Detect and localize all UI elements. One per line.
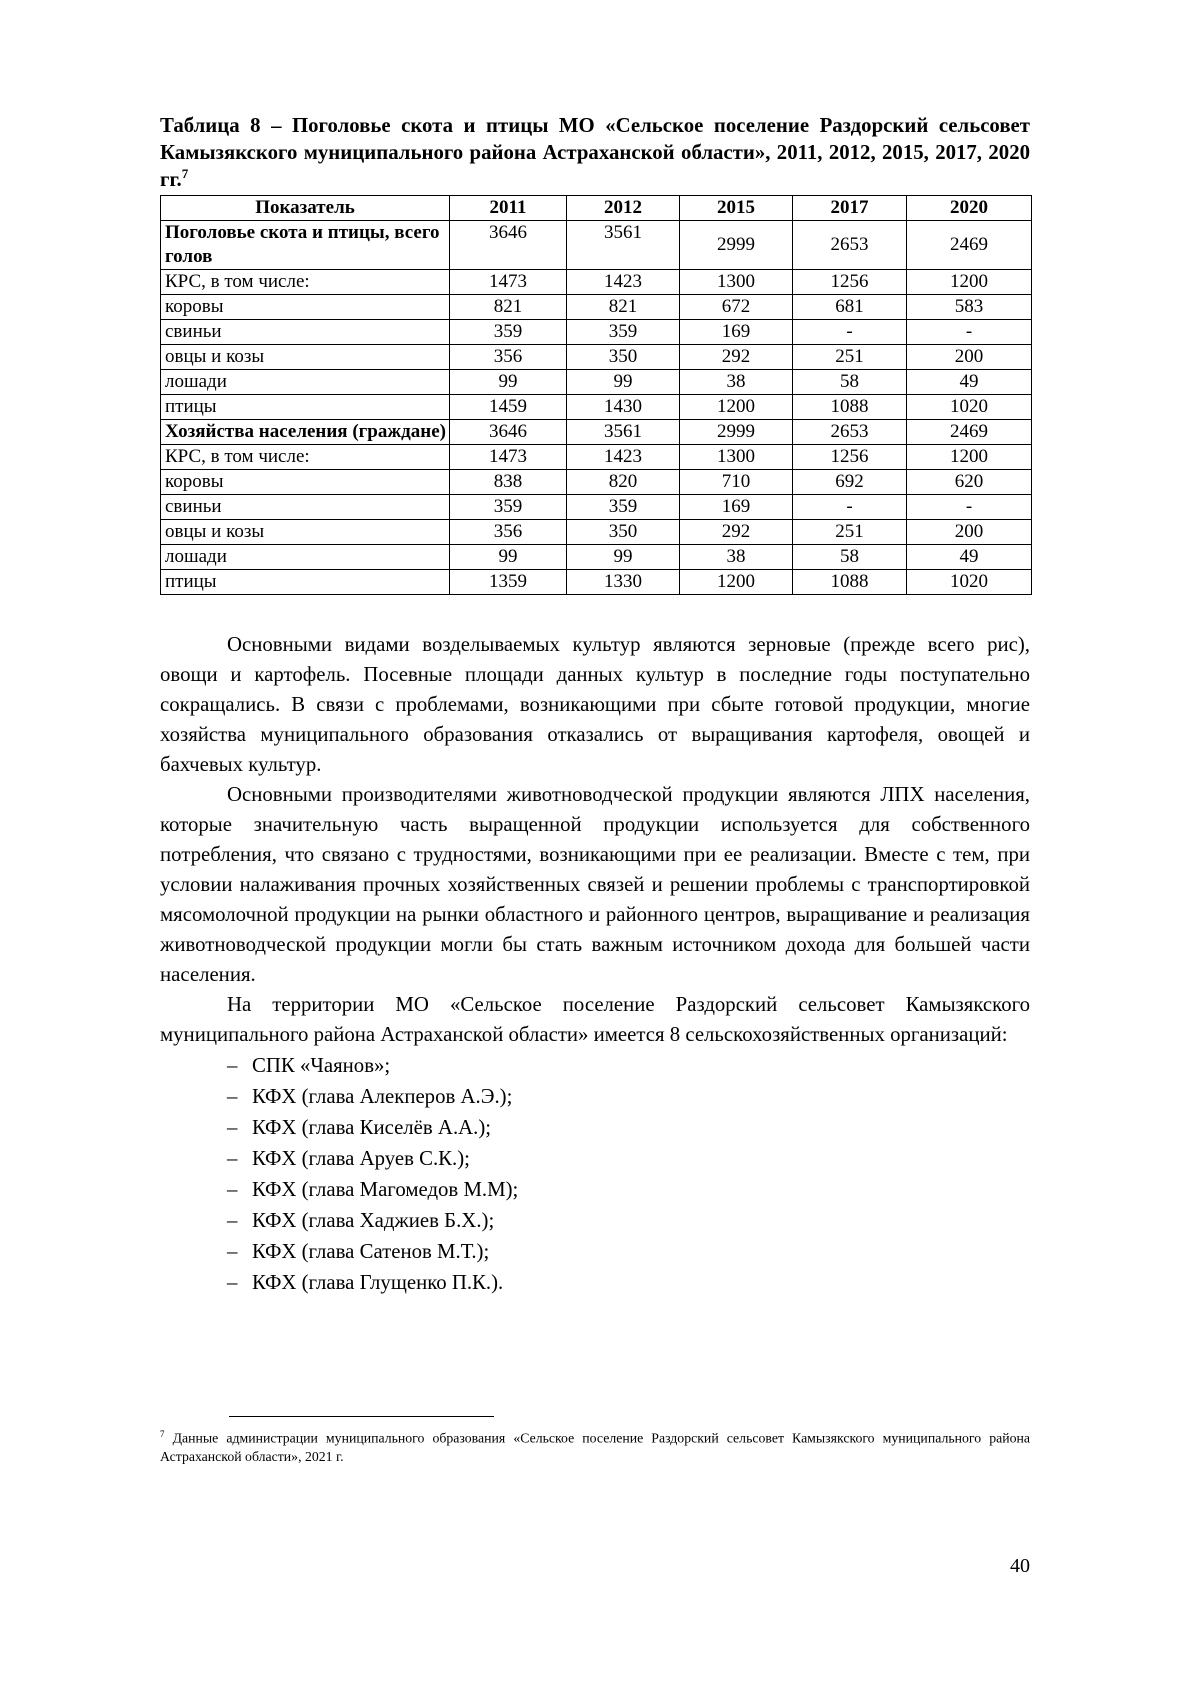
cell-2017: 2653 xyxy=(793,420,907,445)
row-label: овцы и козы xyxy=(161,345,450,370)
cell-2017: 692 xyxy=(793,470,907,495)
list-item xyxy=(227,1267,1030,1298)
cell-2020: 2469 xyxy=(907,221,1032,270)
row-label: коровы xyxy=(161,470,450,495)
cell-2020: 200 xyxy=(907,520,1032,545)
cell-2015: 1200 xyxy=(680,570,793,595)
cell-2017: 1256 xyxy=(793,270,907,295)
cell-2011: 821 xyxy=(450,295,567,320)
row-label: свиньи xyxy=(161,320,450,345)
paragraph-livestock: Основными производителями животноводческой продукции являются ЛПХ населения, которые значительную часть выращенной продукции используется для собственного потребления, что связано с трудностями, возникающими при ее реализации. Вместе с тем, при условии налаживания прочных хозяйственных связей и решении проблемы с транспортировкой мясомолочной продукции на рынки областного и районного центров, выращивание и реализация животноводческой продукции могли бы стать важным источником дохода для большей части населения. xyxy=(160,783,1030,986)
cell-2012: 350 xyxy=(567,345,680,370)
header-2020: 2020 xyxy=(907,196,1032,221)
cell-2017: 681 xyxy=(793,295,907,320)
cell-2012: 359 xyxy=(567,320,680,345)
table-row xyxy=(161,295,1032,320)
list-dash: – xyxy=(227,1085,238,1108)
list-dash: – xyxy=(227,1271,238,1294)
cell-2011: 99 xyxy=(450,370,567,395)
table-row xyxy=(161,345,1032,370)
list-item xyxy=(227,1174,1030,1205)
cell-2015: 672 xyxy=(680,295,793,320)
cell-2015: 1200 xyxy=(680,395,793,420)
header-2012: 2012 xyxy=(567,196,680,221)
table-row xyxy=(161,445,1032,470)
cell-2011: 838 xyxy=(450,470,567,495)
cell-2015: 169 xyxy=(680,320,793,345)
table-row xyxy=(161,495,1032,520)
header-indicator: Показатель xyxy=(161,196,450,221)
cell-2015: 292 xyxy=(680,520,793,545)
page-number: 40 xyxy=(1010,1555,1030,1577)
cell-2017: 58 xyxy=(793,370,907,395)
cell-2012: 1430 xyxy=(567,395,680,420)
cell-2017: - xyxy=(793,495,907,520)
cell-2015: 710 xyxy=(680,470,793,495)
cell-2015: 169 xyxy=(680,495,793,520)
list-item xyxy=(227,1143,1030,1174)
cell-2011: 359 xyxy=(450,320,567,345)
cell-2015: 292 xyxy=(680,345,793,370)
cell-2015: 1300 xyxy=(680,270,793,295)
footnote-divider xyxy=(229,1416,494,1417)
cell-2015: 38 xyxy=(680,370,793,395)
organization-name: КФХ (глава Сатенов М.Т.); xyxy=(252,1240,490,1263)
organization-name: КФХ (глава Алекперов А.Э.); xyxy=(252,1085,513,1108)
cell-2012: 821 xyxy=(567,295,680,320)
cell-2020: 583 xyxy=(907,295,1032,320)
cell-2020: 2469 xyxy=(907,420,1032,445)
table-row xyxy=(161,395,1032,420)
cell-2017: 1088 xyxy=(793,395,907,420)
table-row xyxy=(161,545,1032,570)
list-dash: – xyxy=(227,1209,238,1232)
cell-2020: 49 xyxy=(907,370,1032,395)
table-header-row xyxy=(161,196,1032,221)
cell-2012: 1423 xyxy=(567,270,680,295)
list-item xyxy=(227,1236,1030,1267)
row-label: птицы xyxy=(161,395,450,420)
row-label: лошади xyxy=(161,370,450,395)
cell-2012: 99 xyxy=(567,370,680,395)
body-text xyxy=(160,630,1030,1298)
caption-text: Таблица 8 – Поголовье скота и птицы МО «Сельское поселение Раздорский сельсовет Камызякского муниципального района Астраханской области», 2011, 2012, 2015, 2017, 2020 гг. xyxy=(160,114,1030,191)
table-row xyxy=(161,270,1032,295)
cell-2015: 38 xyxy=(680,545,793,570)
cell-2015: 2999 xyxy=(680,420,793,445)
table-row xyxy=(161,520,1032,545)
cell-2017: - xyxy=(793,320,907,345)
paragraph-crops: Основными видами возделываемых культур являются зерновые (прежде всего рис), овощи и картофель. Посевные площади данных культур в последние годы поступательно сокращались. В связи с проблемами, возникающими при сбыте готовой продукции, многие хозяйства муниципального образования отказались от выращивания картофеля, овощей и бахчевых культур. xyxy=(160,633,1030,776)
table-row xyxy=(161,320,1032,345)
cell-2011: 3646 xyxy=(450,221,567,270)
cell-2012: 359 xyxy=(567,495,680,520)
cell-2020: 1020 xyxy=(907,570,1032,595)
cell-2012: 820 xyxy=(567,470,680,495)
cell-2017: 1088 xyxy=(793,570,907,595)
list-dash: – xyxy=(227,1054,238,1077)
livestock-table xyxy=(160,195,1032,595)
cell-2011: 1473 xyxy=(450,445,567,470)
organization-name: КФХ (глава Магомедов М.М); xyxy=(252,1178,519,1201)
cell-2012: 99 xyxy=(567,545,680,570)
row-label: птицы xyxy=(161,570,450,595)
cell-2020: 1200 xyxy=(907,445,1032,470)
cell-2011: 356 xyxy=(450,345,567,370)
organization-name: КФХ (глава Аруев С.К.); xyxy=(252,1147,470,1170)
header-2011: 2011 xyxy=(450,196,567,221)
table-row xyxy=(161,420,1032,445)
list-item xyxy=(227,1081,1030,1112)
cell-2011: 99 xyxy=(450,545,567,570)
cell-2015: 1300 xyxy=(680,445,793,470)
table-row xyxy=(161,470,1032,495)
row-label: свиньи xyxy=(161,495,450,520)
row-label: овцы и козы xyxy=(161,520,450,545)
cell-2011: 1473 xyxy=(450,270,567,295)
cell-2017: 58 xyxy=(793,545,907,570)
list-item xyxy=(227,1050,1030,1081)
cell-2020: 1020 xyxy=(907,395,1032,420)
cell-2017: 251 xyxy=(793,345,907,370)
cell-2020: 49 xyxy=(907,545,1032,570)
table-row xyxy=(161,370,1032,395)
list-item xyxy=(227,1112,1030,1143)
row-label: лошади xyxy=(161,545,450,570)
cell-2017: 251 xyxy=(793,520,907,545)
organization-name: КФХ (глава Глущенко П.К.). xyxy=(252,1271,504,1294)
header-2017: 2017 xyxy=(793,196,907,221)
cell-2011: 1459 xyxy=(450,395,567,420)
cell-2020: - xyxy=(907,320,1032,345)
organization-name: КФХ (глава Киселёв А.А.); xyxy=(252,1116,492,1139)
list-dash: – xyxy=(227,1147,238,1170)
list-dash: – xyxy=(227,1240,238,1263)
cell-2017: 2653 xyxy=(793,221,907,270)
list-dash: – xyxy=(227,1178,238,1201)
cell-2020: 620 xyxy=(907,470,1032,495)
list-dash: – xyxy=(227,1116,238,1139)
cell-2012: 350 xyxy=(567,520,680,545)
organizations-list xyxy=(160,1050,1030,1298)
footnote-text: Данные администрации муниципального образования «Сельское поселение Раздорский сельсовет Камызякского муниципального района Астраханской области», 2021 г. xyxy=(160,1430,1030,1464)
row-label: КРС, в том числе: xyxy=(161,270,450,295)
table-row xyxy=(161,570,1032,595)
list-item xyxy=(227,1205,1030,1236)
cell-2020: - xyxy=(907,495,1032,520)
footnote xyxy=(160,1425,1030,1466)
cell-2017: 1256 xyxy=(793,445,907,470)
cell-2011: 359 xyxy=(450,495,567,520)
paragraph-organizations: На территории МО «Сельское поселение Раздорский сельсовет Камызякского муниципального района Астраханской области» имеется 8 сельскохозяйственных организаций: xyxy=(160,993,1030,1046)
cell-2011: 356 xyxy=(450,520,567,545)
cell-2020: 1200 xyxy=(907,270,1032,295)
table-caption xyxy=(160,112,1030,193)
cell-2020: 200 xyxy=(907,345,1032,370)
cell-2011: 1359 xyxy=(450,570,567,595)
header-2015: 2015 xyxy=(680,196,793,221)
row-label: коровы xyxy=(161,295,450,320)
caption-footnote-mark: 7 xyxy=(181,166,189,182)
cell-2012: 3561 xyxy=(567,420,680,445)
cell-2015: 2999 xyxy=(680,221,793,270)
footnote-mark: 7 xyxy=(160,1429,165,1439)
table-row xyxy=(161,221,1032,270)
row-label: Поголовье скота и птицы, всего голов xyxy=(161,221,450,270)
cell-2012: 1423 xyxy=(567,445,680,470)
cell-2011: 3646 xyxy=(450,420,567,445)
organization-name: СПК «Чаянов»; xyxy=(252,1054,391,1077)
organization-name: КФХ (глава Хаджиев Б.Х.); xyxy=(252,1209,495,1232)
cell-2012: 3561 xyxy=(567,221,680,270)
row-label: Хозяйства населения (граждане) xyxy=(161,420,450,445)
row-label: КРС, в том числе: xyxy=(161,445,450,470)
cell-2012: 1330 xyxy=(567,570,680,595)
